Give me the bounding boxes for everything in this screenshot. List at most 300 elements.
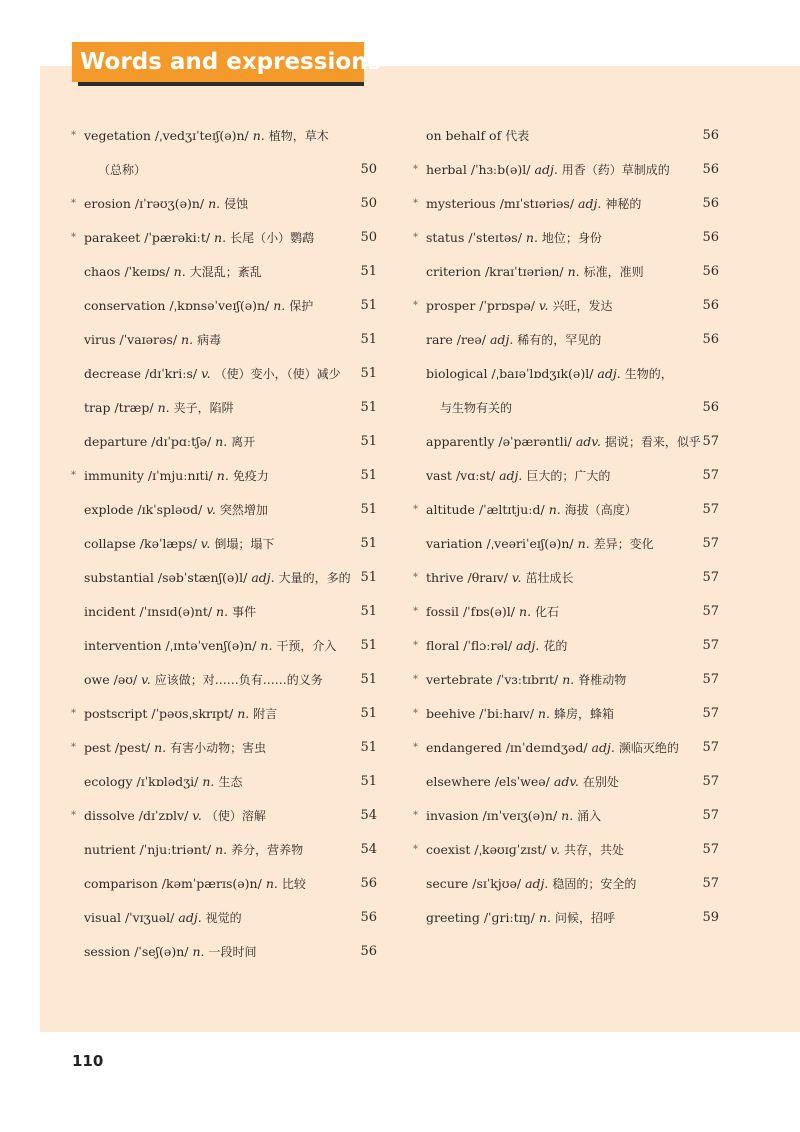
entry-word: vertebrate — [426, 672, 493, 687]
vocab-entry — [413, 187, 642, 221]
entry-word: criterion — [426, 264, 481, 279]
entry-part-of-speech: n. — [216, 468, 229, 483]
entry-page-number: 50 — [360, 230, 377, 245]
entry-page-number: 51 — [360, 706, 377, 721]
entry-word: incident — [84, 604, 136, 619]
entry-part-of-speech: v. — [206, 502, 216, 517]
entry-pronunciation: /ˌɪntəˈvenʃ(ə)n/ — [165, 638, 257, 653]
entry-meaning: 应该做；对……负有……的义务 — [154, 673, 323, 687]
entry-word: virus — [84, 332, 116, 347]
vocab-entry — [71, 697, 278, 731]
entry-pronunciation: /kraɪˈtɪəriən/ — [484, 264, 564, 279]
entry-meaning: 问候，招呼 — [554, 911, 615, 925]
entry-part-of-speech: n. — [215, 842, 228, 857]
entry-page-number: 57 — [702, 706, 719, 721]
entry-pronunciation: /θraɪv/ — [467, 570, 508, 585]
star-marker-icon: * — [71, 742, 76, 753]
entry-page-number: 54 — [360, 842, 377, 857]
entry-word: departure — [84, 434, 148, 449]
vocab-entry — [84, 527, 274, 561]
entry-meaning: 离开 — [231, 435, 256, 449]
entry-page-number: 50 — [360, 196, 377, 211]
vocab-entry — [413, 799, 602, 833]
entry-meaning: 在别处 — [582, 775, 619, 789]
vocab-entry — [84, 901, 242, 935]
entry-word: invasion — [426, 808, 479, 823]
entry-meaning: 花的 — [543, 639, 568, 653]
entry-word: coexist — [426, 842, 471, 857]
entry-meaning: 与生物有关的 — [440, 401, 513, 415]
star-marker-icon: * — [413, 674, 418, 685]
vocab-entry — [413, 697, 614, 731]
entry-meaning: 比较 — [281, 877, 306, 891]
entry-part-of-speech: adj. — [178, 910, 202, 925]
entry-word: mysterious — [426, 196, 496, 211]
entry-part-of-speech: adj. — [534, 162, 558, 177]
entry-pronunciation: /reə/ — [456, 332, 486, 347]
entry-meaning: 标准，准则 — [583, 265, 644, 279]
vocab-entry — [426, 459, 610, 493]
vocab-entry — [84, 833, 303, 867]
star-marker-icon: * — [71, 232, 76, 243]
star-marker-icon: * — [71, 708, 76, 719]
vocab-entry — [413, 153, 670, 187]
entry-page-number: 59 — [702, 910, 719, 925]
entry-meaning: 兴旺，发达 — [552, 299, 613, 313]
entry-meaning: 长尾（小）鹦鹉 — [230, 231, 315, 245]
entry-pronunciation: /səbˈstænʃ(ə)l/ — [157, 570, 248, 585]
vocab-entry — [426, 425, 701, 459]
entry-page-number: 51 — [360, 264, 377, 279]
entry-pronunciation: /ˈnjuːtriənt/ — [139, 842, 212, 857]
entry-pronunciation: /ˈvaɪərəs/ — [119, 332, 178, 347]
entry-pronunciation: /træp/ — [114, 400, 154, 415]
entry-word: owe — [84, 672, 110, 687]
entry-part-of-speech: n. — [192, 944, 205, 959]
entry-pronunciation: /ˈsteɪtəs/ — [468, 230, 522, 245]
vocab-entry — [426, 323, 601, 357]
entry-part-of-speech: n. — [577, 536, 590, 551]
vocab-entry — [413, 561, 574, 595]
entry-page-number: 51 — [360, 672, 377, 687]
entry-word: floral — [426, 638, 460, 653]
entry-meaning: 稳固的；安全的 — [552, 877, 637, 891]
entry-page-number: 51 — [360, 332, 377, 347]
vocab-entry — [413, 663, 627, 697]
entry-page-number: 56 — [702, 230, 719, 245]
vocab-entry — [71, 459, 269, 493]
entry-page-number: 56 — [360, 910, 377, 925]
entry-page-number: 56 — [360, 876, 377, 891]
vocab-entry — [84, 255, 262, 289]
entry-pronunciation: /əˈpærəntli/ — [498, 434, 572, 449]
entry-meaning: 倒塌；塌下 — [214, 537, 275, 551]
entry-meaning: 代表 — [505, 129, 530, 143]
entry-meaning: 侵蚀 — [224, 197, 249, 211]
star-marker-icon: * — [71, 810, 76, 821]
entry-part-of-speech: n. — [154, 740, 167, 755]
entry-pronunciation: /ɪˈkɒlədʒi/ — [136, 774, 199, 789]
entry-word: conservation — [84, 298, 166, 313]
entry-word: comparison — [84, 876, 158, 891]
entry-part-of-speech: n. — [525, 230, 538, 245]
entry-meaning: 海拔（高度） — [564, 503, 637, 517]
vocab-entry — [71, 119, 329, 153]
vocab-entry — [426, 867, 636, 901]
vocab-entry — [413, 221, 602, 255]
vocab-entry — [84, 765, 242, 799]
entry-word: prosper — [426, 298, 476, 313]
entry-page-number: 51 — [360, 604, 377, 619]
entry-pronunciation: /dɪˈpɑːtʃə/ — [151, 434, 212, 449]
entry-part-of-speech: v. — [141, 672, 151, 687]
entry-part-of-speech: n. — [252, 128, 265, 143]
entry-part-of-speech: adj. — [499, 468, 523, 483]
entry-meaning: 有害小动物；害虫 — [170, 741, 267, 755]
entry-pronunciation: /ˌkəʊɪɡˈzɪst/ — [474, 842, 547, 857]
entry-word: greeting — [426, 910, 480, 925]
entry-page-number: 57 — [702, 468, 719, 483]
entry-pronunciation: /pest/ — [114, 740, 151, 755]
vocab-entry — [84, 391, 234, 425]
vocab-entry — [71, 799, 266, 833]
entry-word: secure — [426, 876, 469, 891]
star-marker-icon: * — [71, 470, 76, 481]
entry-meaning: 免疫力 — [232, 469, 269, 483]
vocab-entry — [413, 493, 637, 527]
entry-meaning: （使）变小，（使）减少 — [214, 367, 341, 381]
entry-pronunciation: /sɪˈkjʊə/ — [472, 876, 522, 891]
star-marker-icon: * — [413, 640, 418, 651]
entry-part-of-speech: n. — [173, 264, 186, 279]
entry-part-of-speech: adj. — [516, 638, 540, 653]
entry-meaning: 化石 — [535, 605, 560, 619]
entry-page-number: 51 — [360, 298, 377, 313]
entry-word: explode — [84, 502, 134, 517]
entry-pronunciation: /mɪˈstɪəriəs/ — [499, 196, 575, 211]
vocab-entry — [413, 833, 624, 867]
entry-word: session — [84, 944, 131, 959]
entry-word: immunity — [84, 468, 144, 483]
entry-pronunciation: /ˈɡriːtɪŋ/ — [483, 910, 535, 925]
entry-pronunciation: /ˈɪnsɪd(ə)nt/ — [139, 604, 213, 619]
entry-pronunciation: /ɪnˈveɪʒ(ə)n/ — [482, 808, 558, 823]
entry-word: elsewhere — [426, 774, 491, 789]
star-marker-icon: * — [413, 844, 418, 855]
entry-page-number: 51 — [360, 468, 377, 483]
entry-meaning: 一段时间 — [208, 945, 257, 959]
entry-part-of-speech: n. — [519, 604, 532, 619]
vocab-entry — [84, 493, 268, 527]
vocab-entry — [71, 221, 315, 255]
vocab-entry — [413, 595, 560, 629]
entry-page-number: 54 — [360, 808, 377, 823]
entry-part-of-speech: n. — [157, 400, 170, 415]
vocab-entry — [84, 867, 306, 901]
entry-meaning: 视觉的 — [205, 911, 242, 925]
entry-pronunciation: /əʊ/ — [113, 672, 138, 687]
vocab-entry — [426, 765, 619, 799]
vocab-entry — [84, 425, 255, 459]
entry-pronunciation: /elsˈweə/ — [494, 774, 550, 789]
vocab-entry — [84, 357, 341, 391]
entry-pronunciation: /ˌveəriˈeɪʃ(ə)n/ — [486, 536, 574, 551]
entry-meaning: （使）溶解 — [205, 809, 266, 823]
entry-meaning: 夹子，陷阱 — [173, 401, 234, 415]
entry-meaning: 濒临灭绝的 — [618, 741, 679, 755]
entry-part-of-speech: adv. — [553, 774, 579, 789]
entry-page-number: 57 — [702, 502, 719, 517]
entry-pronunciation: /ˈflɔːrəl/ — [463, 638, 513, 653]
entry-word: postscript — [84, 706, 148, 721]
entry-meaning: 生物的， — [624, 367, 673, 381]
entry-pronunciation: /dɪˈkriːs/ — [145, 366, 198, 381]
entry-meaning: 植物，草木 — [268, 129, 329, 143]
star-marker-icon: * — [413, 742, 418, 753]
entry-part-of-speech: n. — [237, 706, 250, 721]
page-number: 110 — [72, 1052, 104, 1070]
vocab-entry — [426, 255, 644, 289]
entry-part-of-speech: n. — [567, 264, 580, 279]
entry-part-of-speech: n. — [561, 808, 574, 823]
entry-meaning: 养分，营养物 — [231, 843, 304, 857]
entry-part-of-speech: n. — [562, 672, 575, 687]
entry-page-number: 51 — [360, 366, 377, 381]
entry-page-number: 51 — [360, 536, 377, 551]
entry-pronunciation: /ˈkeɪɒs/ — [124, 264, 170, 279]
entry-word: apparently — [426, 434, 495, 449]
entry-word: variation — [426, 536, 483, 551]
entry-pronunciation: /vɑːst/ — [455, 468, 496, 483]
entry-part-of-speech: n. — [537, 706, 550, 721]
entry-word: parakeet — [84, 230, 141, 245]
entry-word: chaos — [84, 264, 121, 279]
vocab-entry — [413, 289, 613, 323]
entry-page-number: 56 — [702, 264, 719, 279]
star-marker-icon: * — [413, 164, 418, 175]
entry-page-number: 51 — [360, 638, 377, 653]
entry-word: nutrient — [84, 842, 136, 857]
entry-pronunciation: /ˌkɒnsəˈveɪʃ(ə)n/ — [169, 298, 270, 313]
vocab-entry — [413, 731, 679, 765]
entry-word: herbal — [426, 162, 467, 177]
star-marker-icon: * — [71, 130, 76, 141]
entry-page-number: 56 — [702, 196, 719, 211]
entry-word: thrive — [426, 570, 464, 585]
entry-meaning: 生态 — [218, 775, 243, 789]
entry-part-of-speech: v. — [201, 366, 211, 381]
entry-word: ecology — [84, 774, 133, 789]
star-marker-icon: * — [413, 232, 418, 243]
entry-pronunciation: /ˈvɪʒuəl/ — [124, 910, 175, 925]
entry-pronunciation: /ɪnˈdeɪndʒəd/ — [505, 740, 588, 755]
entry-word: substantial — [84, 570, 154, 585]
entry-part-of-speech: n. — [273, 298, 286, 313]
entry-pronunciation: /ˈæltɪtjuːd/ — [478, 502, 545, 517]
entry-page-number: 51 — [360, 774, 377, 789]
entry-pronunciation: /ˈpəʊsˌskrɪpt/ — [151, 706, 234, 721]
entry-pronunciation: /ɪˈmjuːnɪti/ — [147, 468, 213, 483]
entry-part-of-speech: v. — [192, 808, 202, 823]
vocab-entry — [84, 561, 351, 595]
vocab-entry — [440, 391, 512, 425]
vocab-entry — [98, 153, 146, 187]
entry-pronunciation: /ɪˈrəʊʒ(ə)n/ — [134, 196, 205, 211]
entry-word: visual — [84, 910, 121, 925]
entry-meaning: 据说；看来，似乎 — [604, 435, 701, 449]
entry-pronunciation: /kəˈlæps/ — [139, 536, 197, 551]
entry-page-number: 56 — [702, 298, 719, 313]
entry-word: status — [426, 230, 465, 245]
entry-word: altitude — [426, 502, 475, 517]
entry-page-number: 51 — [360, 434, 377, 449]
entry-meaning: 稀有的，罕见的 — [517, 333, 602, 347]
entry-part-of-speech: adj. — [525, 876, 549, 891]
entry-meaning: 事件 — [232, 605, 257, 619]
entry-part-of-speech: adj. — [251, 570, 275, 585]
entry-meaning: 共存，共处 — [563, 843, 624, 857]
entry-page-number: 56 — [702, 400, 719, 415]
entry-meaning: （总称） — [98, 163, 147, 177]
entry-pronunciation: /ˈbiːhaɪv/ — [479, 706, 534, 721]
section-title: Words and expressions — [72, 42, 364, 82]
entry-pronunciation: /ˈseʃ(ə)n/ — [134, 944, 189, 959]
entry-page-number: 56 — [702, 128, 719, 143]
entry-meaning: 涌入 — [577, 809, 602, 823]
entry-pronunciation: /ˌvedʒɪˈteɪʃ(ə)n/ — [154, 128, 249, 143]
entry-word: trap — [84, 400, 111, 415]
entry-part-of-speech: n. — [260, 638, 273, 653]
entry-word: vast — [426, 468, 452, 483]
star-marker-icon: * — [71, 198, 76, 209]
entry-meaning: 差异；变化 — [593, 537, 654, 551]
entry-page-number: 57 — [702, 570, 719, 585]
entry-page-number: 51 — [360, 400, 377, 415]
entry-part-of-speech: adj. — [597, 366, 621, 381]
entry-word: collapse — [84, 536, 136, 551]
entry-word: decrease — [84, 366, 142, 381]
vocab-entry — [413, 629, 568, 663]
entry-page-number: 57 — [702, 638, 719, 653]
star-marker-icon: * — [413, 606, 418, 617]
entry-part-of-speech: v. — [200, 536, 211, 551]
entry-page-number: 51 — [360, 570, 377, 585]
entry-meaning: 地位；身份 — [541, 231, 602, 245]
entry-word: rare — [426, 332, 453, 347]
entry-pronunciation: /ˈfɒs(ə)l/ — [462, 604, 516, 619]
entry-pronunciation: /dɪˈzɒlv/ — [138, 808, 189, 823]
vocab-entry — [426, 901, 615, 935]
vocab-entry — [84, 595, 256, 629]
star-marker-icon: * — [413, 198, 418, 209]
entry-word: endangered — [426, 740, 502, 755]
entry-part-of-speech: n. — [265, 876, 278, 891]
entry-page-number: 51 — [360, 502, 377, 517]
entry-part-of-speech: n. — [548, 502, 561, 517]
entry-pronunciation: /ˌbaɪəˈlɒdʒɪk(ə)l/ — [491, 366, 594, 381]
entry-meaning: 茁壮成长 — [525, 571, 574, 585]
star-marker-icon: * — [413, 708, 418, 719]
entry-meaning: 用香（药）草制成的 — [561, 163, 670, 177]
vocab-entry — [84, 663, 323, 697]
entry-meaning: 脊椎动物 — [578, 673, 627, 687]
entry-page-number: 57 — [702, 808, 719, 823]
entry-page-number: 57 — [702, 876, 719, 891]
entry-page-number: 57 — [702, 536, 719, 551]
entry-word: intervention — [84, 638, 162, 653]
vocab-entry — [84, 935, 257, 969]
entry-pronunciation: /ɪkˈspləʊd/ — [137, 502, 203, 517]
entry-part-of-speech: n. — [214, 230, 227, 245]
entry-meaning: 突然增加 — [219, 503, 268, 517]
vocab-entry — [71, 731, 267, 765]
entry-page-number: 56 — [360, 944, 377, 959]
entry-part-of-speech: v. — [550, 842, 560, 857]
vocab-entry — [71, 187, 249, 221]
entry-word: vegetation — [84, 128, 151, 143]
entry-pronunciation: /ˈpærəkiːt/ — [144, 230, 211, 245]
entry-part-of-speech: n. — [215, 434, 228, 449]
entry-meaning: 大混乱；紊乱 — [189, 265, 262, 279]
entry-pronunciation: /ˈprɒspə/ — [479, 298, 535, 313]
entry-pronunciation: /ˈhɜːb(ə)l/ — [470, 162, 531, 177]
entry-meaning: 大量的，多的 — [278, 571, 351, 585]
entry-page-number: 57 — [702, 604, 719, 619]
star-marker-icon: * — [413, 810, 418, 821]
vocab-entry — [426, 357, 673, 391]
entry-page-number: 56 — [702, 162, 719, 177]
vocab-entry — [426, 119, 529, 153]
entry-part-of-speech: adj. — [591, 740, 615, 755]
entry-word: fossil — [426, 604, 459, 619]
entry-part-of-speech: v. — [511, 570, 522, 585]
entry-word: on behalf of — [426, 128, 502, 143]
star-marker-icon: * — [413, 572, 418, 583]
entry-page-number: 57 — [702, 672, 719, 687]
entry-part-of-speech: n. — [202, 774, 215, 789]
entry-pronunciation: /kəmˈpærɪs(ə)n/ — [161, 876, 262, 891]
entry-page-number: 50 — [360, 162, 377, 177]
entry-meaning: 巨大的；广大的 — [526, 469, 611, 483]
entry-part-of-speech: n. — [216, 604, 229, 619]
star-marker-icon: * — [413, 504, 418, 515]
entry-word: pest — [84, 740, 111, 755]
vocab-entry — [84, 323, 221, 357]
entry-word: biological — [426, 366, 488, 381]
entry-page-number: 56 — [702, 332, 719, 347]
entry-pronunciation: /ˈvɜːtɪbrɪt/ — [496, 672, 559, 687]
entry-page-number: 57 — [702, 842, 719, 857]
entry-meaning: 保护 — [289, 299, 314, 313]
entry-meaning: 附言 — [253, 707, 278, 721]
entry-meaning: 病毒 — [197, 333, 222, 347]
entry-part-of-speech: n. — [181, 332, 194, 347]
vocab-entry — [426, 527, 654, 561]
vocab-entry — [84, 289, 313, 323]
entry-part-of-speech: v. — [538, 298, 549, 313]
entry-part-of-speech: n. — [208, 196, 221, 211]
entry-page-number: 57 — [702, 740, 719, 755]
entry-meaning: 干预，介入 — [276, 639, 337, 653]
entry-part-of-speech: n. — [538, 910, 551, 925]
entry-part-of-speech: adv. — [575, 434, 601, 449]
entry-part-of-speech: adj. — [578, 196, 602, 211]
entry-part-of-speech: adj. — [489, 332, 514, 347]
entry-word: beehive — [426, 706, 476, 721]
entry-word: dissolve — [84, 808, 135, 823]
star-marker-icon: * — [413, 300, 418, 311]
entry-page-number: 57 — [702, 434, 719, 449]
